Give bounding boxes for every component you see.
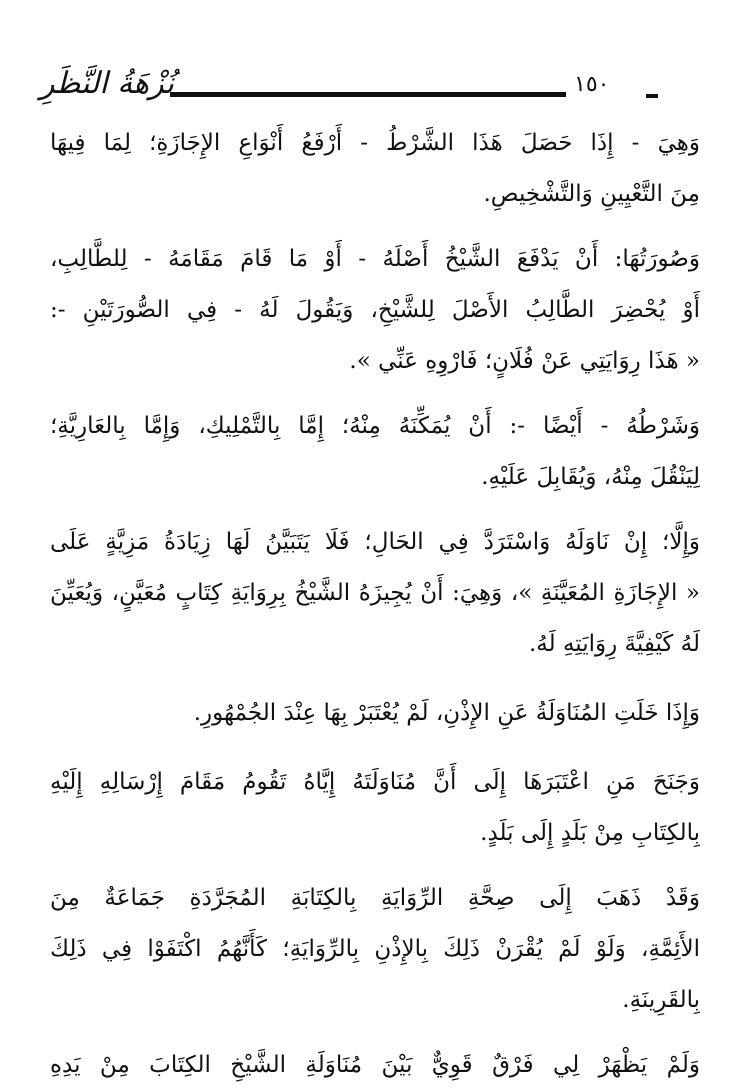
text-line: وَهِيَ - إِذَا حَصَلَ هَذَا الشَّرْطُ - أَرْفَعُ أَنْوَاعِ الإِجَازَةِ؛ لِمَا فِيهَا (50, 130, 700, 156)
header-rule (170, 92, 566, 97)
book-title: نُزْهَةُ النَّظَرِ (40, 66, 175, 101)
text-line: وَإِلَّا؛ إِنْ نَاوَلَهُ وَاسْتَرَدَّ فِي الحَالِ؛ فَلَا يَتَبَيَّنُ لَهَا زِيَادَةُ مَزِيَّةٍ عَلَى (50, 529, 700, 555)
text-line: « الإِجَازَةِ المُعَيَّنَةِ »، وَهِيَ: أَنْ يُجِيزَهُ الشَّيْخُ بِرِوَايَةِ كِتَابٍ مُعَيَّنٍ، وَيُعَيِّنَ (50, 580, 700, 606)
paragraph (50, 873, 700, 1026)
text-line: وَجَنَحَ مَنِ اعْتَبَرَهَا إِلَى أَنَّ مُنَاوَلَتَهُ إِيَّاهُ تَقُومُ مَقَامَ إِرْسَالِهِ إِلَيْهِ (50, 769, 700, 795)
text-line: وَلَمْ يَظْهَرْ لِي فَرْقٌ قَوِيٌّ بَيْنَ مُنَاوَلَةِ الشَّيْخِ الكِتَابَ مِنْ يَدِهِ (50, 1052, 700, 1078)
text-line: وَإِذَا خَلَتِ المُنَاوَلَةُ عَنِ الإِذْنِ، لَمْ يُعْتَبَرْ بِهَا عِنْدَ الجُمْهُورِ. (193, 700, 700, 726)
paragraph (50, 118, 700, 220)
paragraph (50, 757, 700, 859)
header-dash (646, 94, 658, 98)
text-line: لَهُ كَيْفِيَّةَ رِوَايَتِهِ لَهُ. (529, 631, 700, 657)
text-line: بِالقَرِينَةِ. (622, 987, 700, 1013)
page-number: ١٥٠ (574, 72, 610, 97)
text-line: أَوْ يُحْضِرَ الطَّالِبُ الأَصْلَ لِلشَّيْخِ، وَيَقُولَ لَهُ - فِي الصُّورَتَيْنِ -: (50, 297, 700, 323)
body-text (50, 118, 700, 1091)
text-line: وَشَرْطُهُ - أَيْضًا -: أَنْ يُمَكِّنَهُ مِنْهُ؛ إِمَّا بِالتَّمْلِيكِ، وَإِمَّا بِالعَارِيَّةِ؛ (50, 413, 700, 439)
text-line: وَصُورَتُهَا: أَنْ يَدْفَعَ الشَّيْخُ أَصْلَهُ - أَوْ مَا قَامَ مَقَامَهُ - لِلطَّالِبِ، (50, 246, 700, 272)
text-line: لِيَنْقُلَ مِنْهُ، وَيُقَابِلَ عَلَيْهِ. (481, 464, 700, 490)
text-line: مِنَ التَّعْيِينِ وَالتَّشْخِيصِ. (483, 181, 700, 207)
paragraph (50, 1040, 700, 1091)
paragraph (50, 401, 700, 503)
text-line: « هَذَا رِوَايَتِي عَنْ فُلَانٍ؛ فَارْوِهِ عَنِّي ». (349, 348, 700, 374)
paragraph (50, 517, 700, 670)
text-line: وَقَدْ ذَهَبَ إِلَى صِحَّةِ الرِّوَايَةِ بِالكِتَابَةِ المُجَرَّدَةِ جَمَاعَةٌ مِنَ (50, 885, 700, 911)
paragraph (50, 234, 700, 387)
text-line: بِالكِتَابِ مِنْ بَلَدٍ إِلَى بَلَدٍ. (480, 820, 700, 846)
paragraph (50, 688, 700, 739)
text-line: الأَئِمَّةِ، وَلَوْ لَمْ يُقْرَنْ ذَلِكَ بِالإِذْنِ بِالرِّوَايَةِ؛ كَأَنَّهُمُ اكْتَفَوْا فِي ذَلِكَ (50, 936, 700, 962)
running-header (40, 64, 690, 110)
